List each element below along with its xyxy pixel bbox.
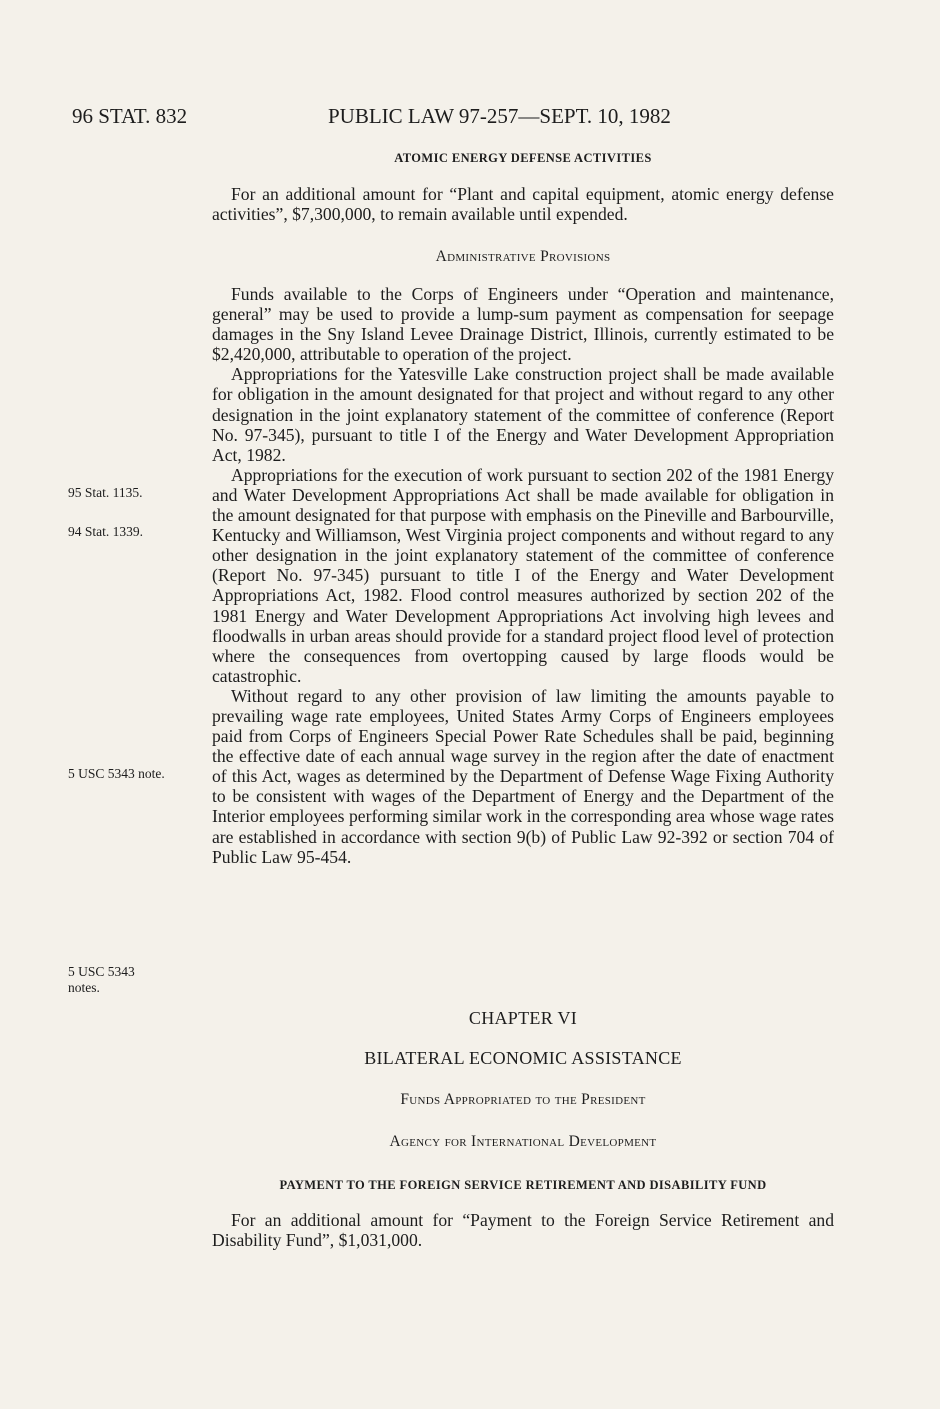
paragraph-yatesville-lake: Appropriations for the Yatesville Lake construction project shall be made available for obligation in the amount designated for that project and without regard to any other designation in the joint explanatory statement of the committee of conference (Report No. 97-345), pursuant to title I of the Energy and Water Development Appropriation Act, 1982. xyxy=(212,364,834,465)
law-title: PUBLIC LAW 97-257—SEPT. 10, 1982 xyxy=(328,104,671,128)
paragraph-wage-rate: Without regard to any other provision of law limiting the amounts payable to prevailing wage rate employees, United States Army Corps of Engineers employees paid from Corps of Engineers Special Power Rate Schedules shall be paid, beginning the effective date of each annual wage survey in the region after the date of enactment of this Act, wages as determined by the Department of Defense Wage Fixing Authority to be consistent with wages of the Department of Energy and the Department of the Interior employees performing similar work in the corresponding area whose wage rates are established in accordance with section 9(b) of Public Law 92-392 or section 704 of Public Law 95-454. xyxy=(212,685,834,867)
margin-note-5-usc-note: 5 USC 5343 note. xyxy=(68,766,165,781)
funds-appropriated-heading: Funds Appropriated to the President xyxy=(400,1091,646,1108)
margin-note-5-usc-notes: 5 USC 5343 notes. xyxy=(68,964,135,995)
margin-note-94-stat: 94 Stat. 1339. xyxy=(68,524,144,539)
administrative-provisions-heading: Administrative Provisions xyxy=(435,248,611,265)
payment-paragraph: For an additional amount for “Payment to the Foreign Service Retirement and Disability Fund”, $1,031,000. xyxy=(212,1210,834,1251)
atomic-paragraph: For an additional amount for “Plant and capital equipment, atomic energy defense activities”, $7,300,000, to remain available until expended. xyxy=(212,184,834,225)
payment-fund-heading: PAYMENT TO THE FOREIGN SERVICE RETIREMENT AND DISABILITY FUND xyxy=(279,1178,767,1192)
margin-note-95-stat: 95 Stat. 1135. xyxy=(68,485,143,500)
paragraph-sny-island: Funds available to the Corps of Engineers under “Operation and maintenance, general” may be used to provide a lump-sum payment as compensation for seepage damages in the Sny Island Levee Drainage District, Illinois, currently estimated to be $2,420,000, attributable to operation of the project. xyxy=(212,284,834,365)
payment-paragraph-block xyxy=(212,1210,834,1250)
administrative-provisions-body xyxy=(212,284,834,867)
paragraph-section-202: Appropriations for the execution of work pursuant to section 202 of the 1981 Energy and Water Development Appropriations Act shall be made available for obligation in the amount designated for that purpose with emphasis on the Pineville and Barbourville, Kentucky and Williamson, West Virginia project components and without regard to any other designation in the joint explanatory statement of the committee of conference (Report No. 97-345) pursuant to title I of the Energy and Water Development Appropriations Act, 1982. Flood control measures authorized by section 202 of the 1981 Energy and Water Development Appropriations Act involving high levees and floodwalls in urban areas should provide for a standard project flood level of protection where the consequences from overtopping caused by large floods would be catastrophic. xyxy=(212,464,835,686)
atomic-energy-heading: ATOMIC ENERGY DEFENSE ACTIVITIES xyxy=(394,151,652,165)
agency-heading: Agency for International Development xyxy=(389,1133,657,1150)
chapter-number: CHAPTER VI xyxy=(468,1008,578,1028)
chapter-title: BILATERAL ECONOMIC ASSISTANCE xyxy=(364,1048,682,1068)
atomic-paragraph-block xyxy=(212,184,834,224)
stat-page-number: 96 STAT. 832 xyxy=(72,104,188,128)
